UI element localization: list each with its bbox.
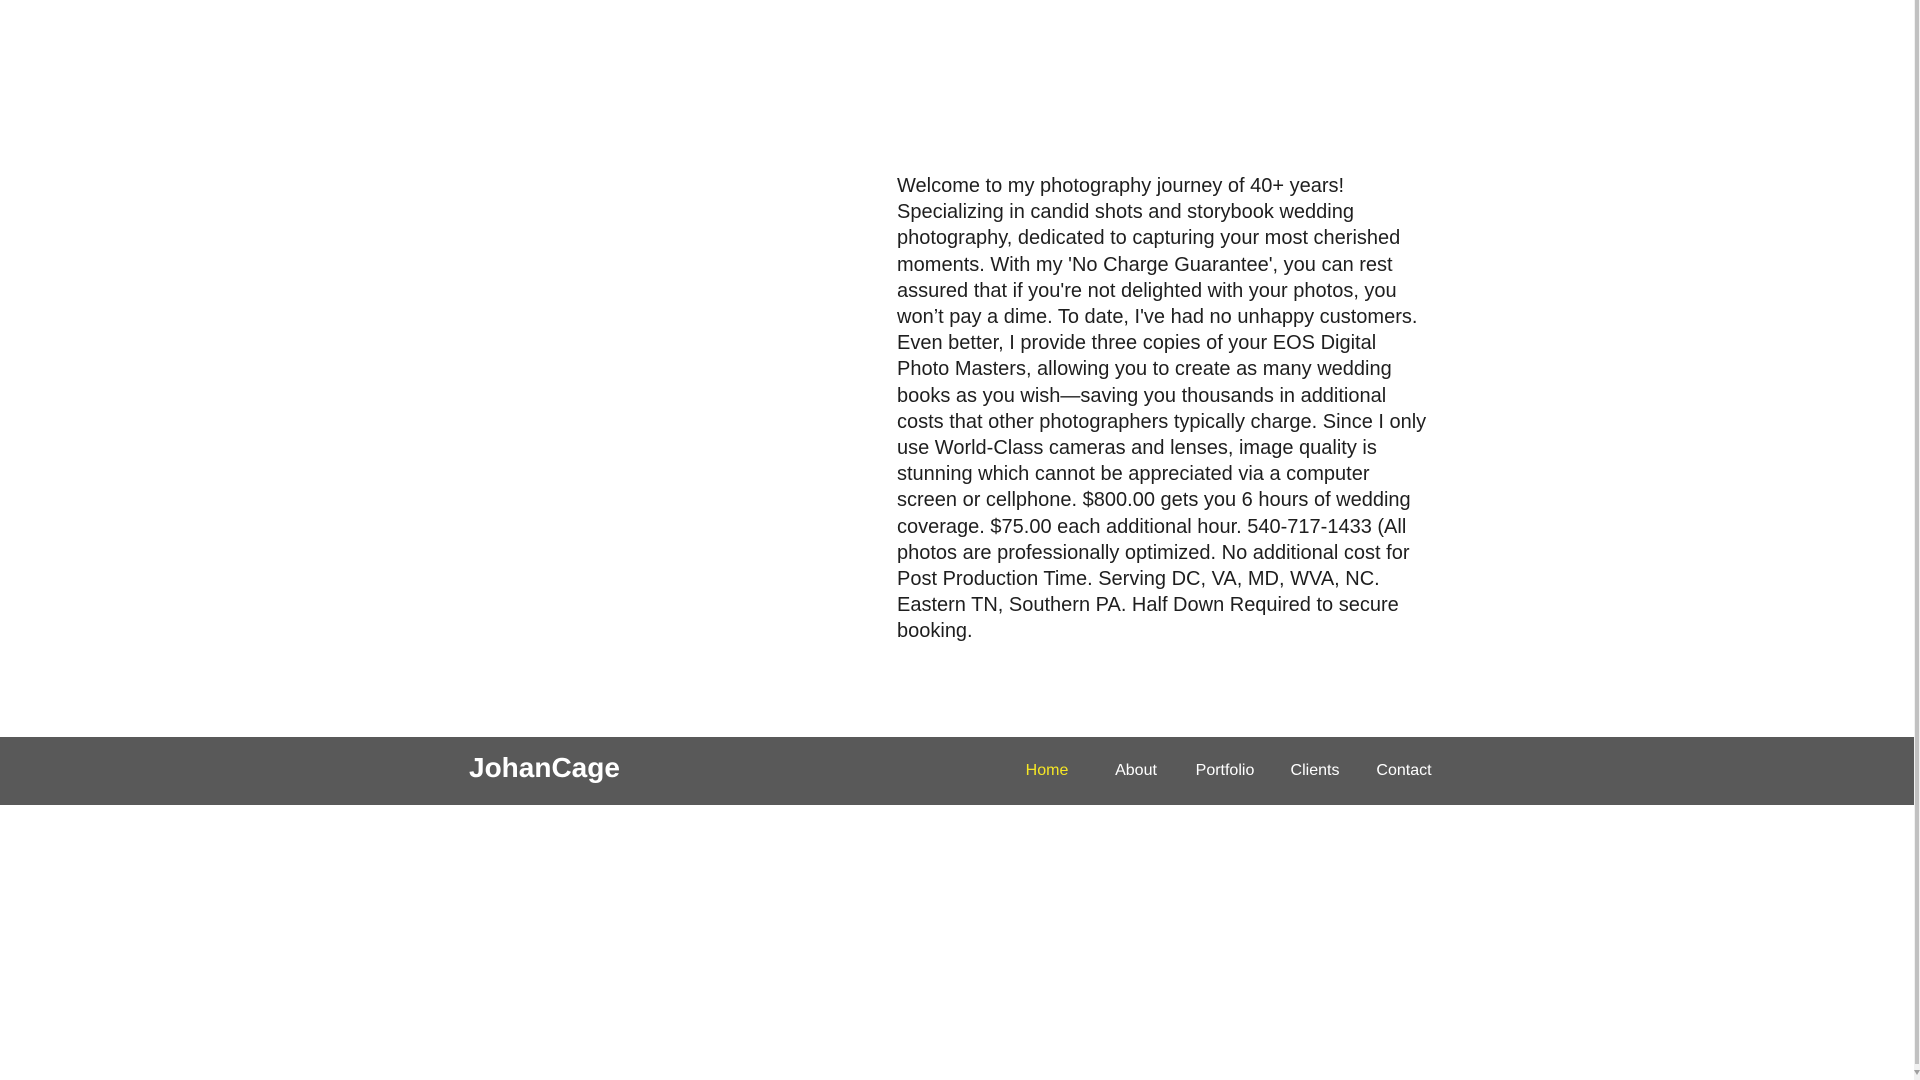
chevron-down-icon[interactable] — [1914, 1070, 1920, 1075]
site-brand-logo[interactable]: JohanCage — [469, 752, 620, 783]
site-navbar — [0, 737, 1914, 805]
nav-item-home[interactable]: Home — [1025, 762, 1069, 779]
vertical-scrollbar[interactable] — [1914, 0, 1920, 1080]
nav-item-about[interactable]: About — [1115, 762, 1157, 779]
nav-item-portfolio[interactable]: Portfolio — [1195, 762, 1255, 779]
nav-item-contact[interactable]: Contact — [1376, 762, 1432, 779]
scrollbar-thumb[interactable] — [1915, 0, 1919, 1064]
nav-item-clients[interactable]: Clients — [1290, 762, 1340, 779]
intro-paragraph: Welcome to my photography journey of 40+ years! Specializing in candid shots and storybook wedding photography, dedicated to capturing your most cherished moments. With my 'No Charge Guarantee', you can rest assured that if you're not delighted with your photos, you won’t pay a dime. To date, I've had no unhappy customers. Even better, I provide three copies of your EOS Digital Photo Masters, allowing you to create as many wedding books as you wish—saving you thousands in additional costs that other photographers typically charge. Since I only use World-Class cameras and lenses, image quality is stunning which cannot be appreciated via a computer screen or cellphone. $800.00 gets you 6 hours of wedding coverage. $75.00 each additional hour. 540-717-1433 (All photos are professionally optimized. No additional cost for Post Production Time. Serving DC, VA, MD, WVA, NC. Eastern TN, Southern PA. Half Down Required to secure booking. — [897, 175, 1427, 643]
